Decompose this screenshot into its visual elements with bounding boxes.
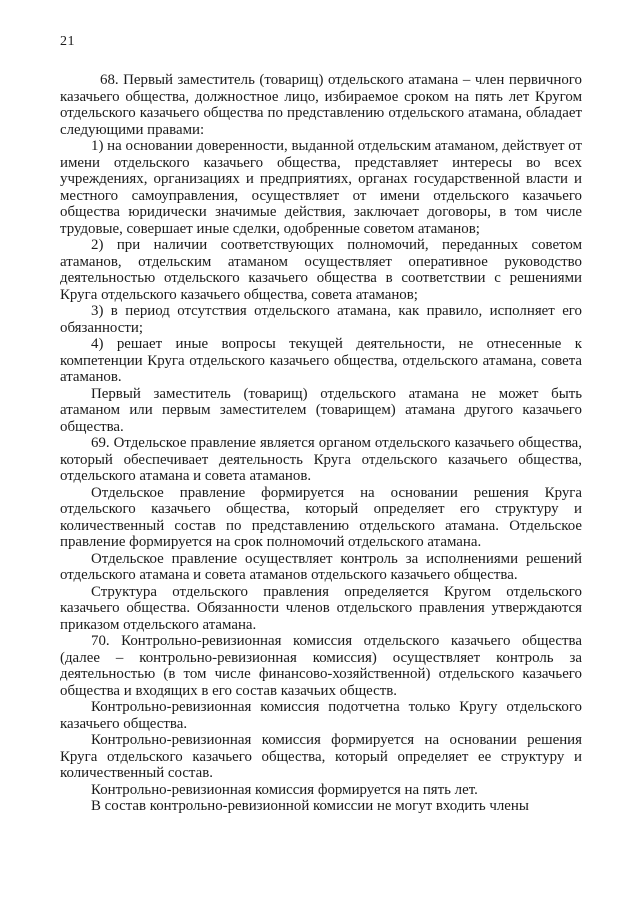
paragraph-69-formation: Отдельское правление формируется на основании решения Круга отдельского казачьего общества, который определяет его структуру и количественный состав по представлению отдельского атамана. Отдельское правление формируется на срок полномочий отдельского атамана. xyxy=(60,484,582,550)
paragraph-69-control: Отдельское правление осуществляет контроль за исполнениями решений отдельского атамана и совета атаманов отдельского казачьего общества. xyxy=(60,550,582,583)
paragraph-70-membership: В состав контрольно-ревизионной комиссии не могут входить члены xyxy=(91,798,529,814)
paragraph-68-right-1: 1) на основании доверенности, выданной отдельским атаманом, действует от имени отдельского казачьего общества, представляет интересы во всех учреждениях, организациях и предприятиях, органах государственной власти и местного самоуправления, осуществляет от имени отдельского казачьего общества юридически значимые действия, заключает договоры, в том числе трудовые, совершает иные сделки, одобренные советом атаманов; xyxy=(60,138,582,237)
page-number: 21 xyxy=(60,34,75,49)
paragraph-68-right-2: 2) при наличии соответствующих полномочий, переданных советом атаманов, отдельским атаманом осуществляет оперативное руководство деятельностью отдельского казачьего общества в соответствии с решениями Круга отдельского казачьего общества, совета атаманов; xyxy=(60,237,582,303)
paragraph-68-intro: 68. Первый заместитель (товарищ) отдельского атамана – член первичного казачьего общества, должностное лицо, избираемое сроком на пять лет Кругом отдельского казачьего общества по представлению отдельского атамана, обладает следующими правами: xyxy=(60,72,582,138)
paragraph-70-formation: Контрольно-ревизионная комиссия формируется на основании решения Круга отдельского казачьего общества, который определяет ее структуру и количественный состав. xyxy=(60,732,582,781)
document-body xyxy=(60,72,582,815)
paragraph-70-intro: 70. Контрольно-ревизионная комиссия отдельского казачьего общества (далее – контрольно-ревизионная комиссия) осуществляет контроль за деятельностью (в том числе финансово-хозяйственной) отдельского казачьего общества и входящих в его состав казачьих обществ. xyxy=(60,633,582,699)
paragraph-70-accountability: Контрольно-ревизионная комиссия подотчетна только Кругу отдельского казачьего общества. xyxy=(60,699,582,732)
paragraph-68-right-4: 4) решает иные вопросы текущей деятельности, не отнесенные к компетенции Круга отдельского казачьего общества, отдельского атамана, совета атаманов. xyxy=(60,336,582,385)
paragraph-69-structure: Структура отдельского правления определяется Кругом отдельского казачьего общества. Обязанности членов отдельского правления утверждаются приказом отдельского атамана. xyxy=(60,583,582,633)
paragraph-68-restriction: Первый заместитель (товарищ) отдельского атамана не может быть атаманом или первым заместителем (товарищем) атамана другого казачьего общества. xyxy=(60,385,582,435)
paragraph-69-intro: 69. Отдельское правление является органом отдельского казачьего общества, который обеспечивает деятельность Круга отдельского казачьего общества, отдельского атамана и совета атаманов. xyxy=(60,435,582,484)
paragraph-70-term: Контрольно-ревизионная комиссия формируется на пять лет. xyxy=(91,781,478,798)
paragraph-68-right-3: 3) в период отсутствия отдельского атамана, как правило, исполняет его обязанности; xyxy=(60,303,582,336)
